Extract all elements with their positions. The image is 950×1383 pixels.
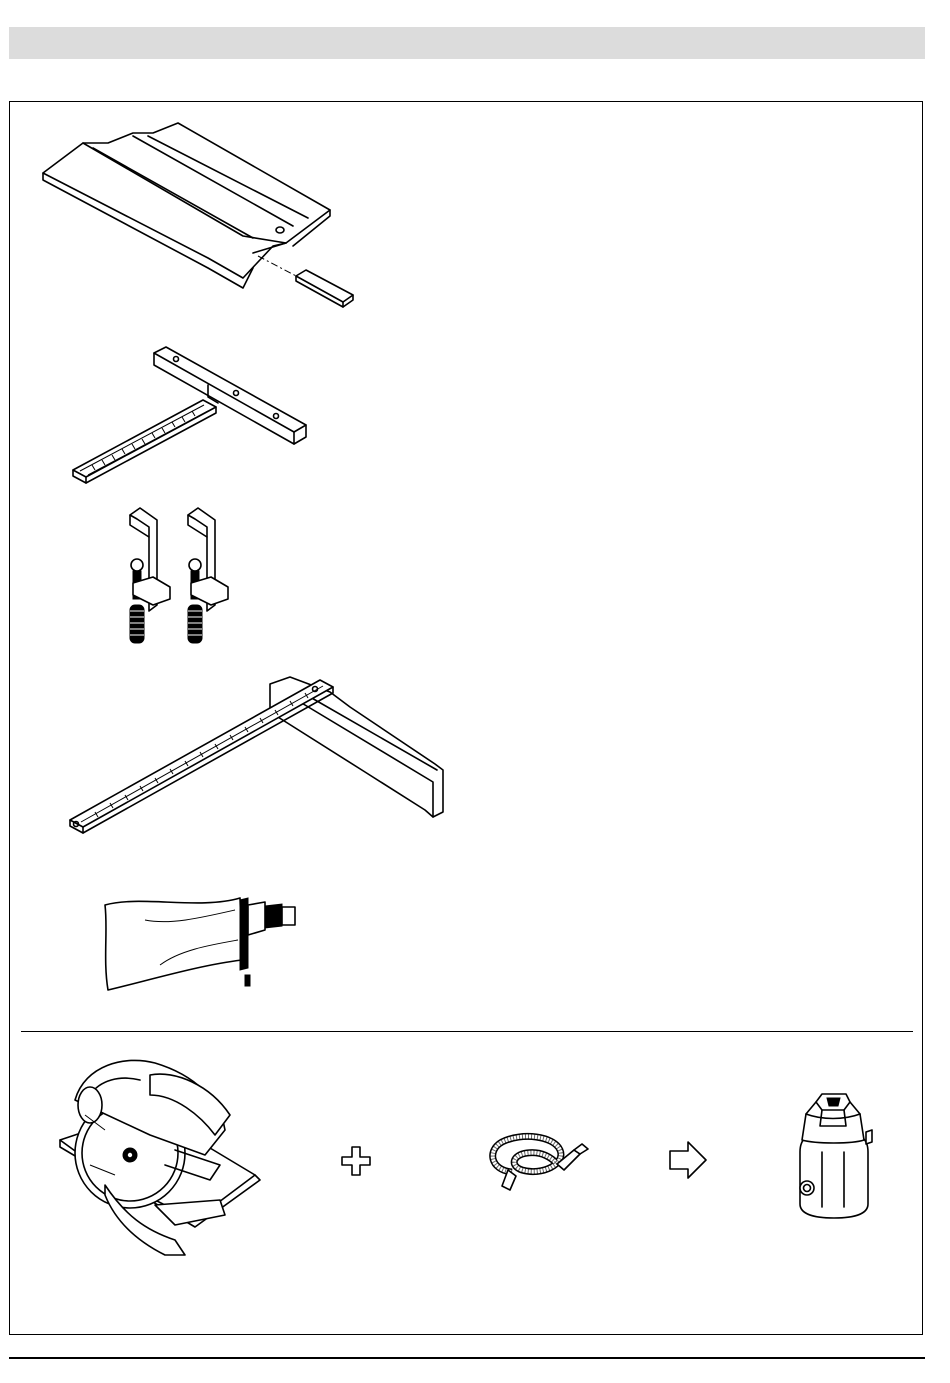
arrow-right-icon [668,1140,708,1180]
rail-clamps-illustration [125,505,245,645]
circular-saw-illustration [45,1055,270,1255]
vacuum-cleaner-illustration [792,1092,874,1220]
footer-rule [9,1357,925,1359]
dust-bag-illustration [100,890,300,995]
guide-rail-illustration [38,118,358,313]
plus-icon [340,1145,372,1177]
header-bar [9,27,925,59]
angle-guide-illustration [68,345,313,485]
extraction-hose-illustration [482,1120,592,1200]
section-divider [21,1031,913,1032]
parallel-guide-illustration [65,672,450,837]
